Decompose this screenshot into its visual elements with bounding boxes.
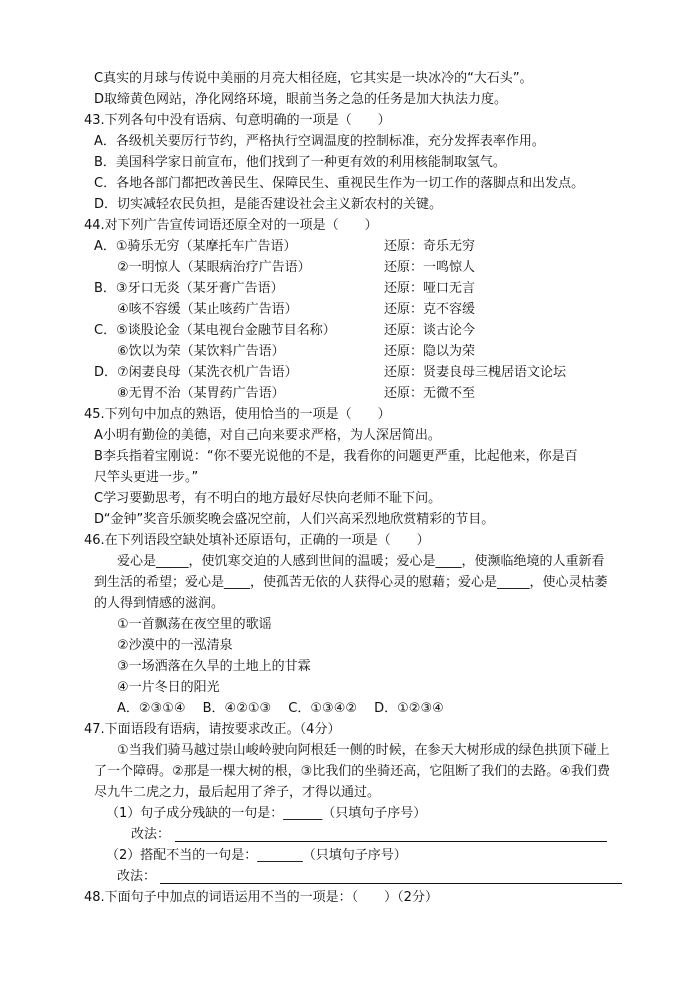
- q43-option-c: C．各地各部门都把改善民生、保障民生、重视民生作为一切工作的落脚点和出发点。: [94, 176, 585, 191]
- q44-restore-d2: 还原：无微不至: [384, 386, 476, 401]
- q45-option-d: D“金钟”奖音乐颁奖晚会盛况空前，人们兴高采烈地欣赏精彩的节目。: [94, 512, 495, 527]
- q47-sub2-fix-blank[interactable]: [160, 883, 622, 884]
- q46-sentence-4: ④一片冬日的阳光: [117, 680, 220, 695]
- q47-passage-line3: 尽九牛二虎之力，最后起用了斧子，才得以通过。: [94, 785, 381, 800]
- q43-stem: 43.下列各句中没有语病、句意明确的一项是（ ）: [84, 113, 391, 128]
- q46-passage-line1: 爱心是_____，使饥寒交迫的人感到世间的温暖；爱心是____，使濒临绝境的人重新看: [117, 554, 605, 569]
- q44-option-a2: ②一明惊人（某眼病治疗广告语）: [117, 260, 311, 275]
- q45-option-b-line2: 尺竿头更进一步。”: [94, 470, 199, 485]
- q47-sub1-fix-label: 改法：: [131, 827, 171, 842]
- q46-sentence-1: ①一首飘荡在夜空里的歌谣: [117, 617, 272, 632]
- q44-option-b2: ④咳不容缓（某止咳药广告语）: [117, 302, 298, 317]
- q47-sub2-prompt: （2）搭配不当的一句是：_______（只填句子序号）: [106, 848, 407, 863]
- q44-option-a1: A．①骑乐无穷（某摩托车广告语）: [94, 239, 297, 254]
- q46-passage-line2: 到生活的希望；爱心是____，使孤苦无依的人获得心灵的慰藉；爱心是_____，使心灵枯萎: [94, 575, 608, 590]
- q44-restore-b1: 还原：哑口无言: [384, 281, 476, 296]
- q44-restore-a2: 还原：一鸣惊人: [384, 260, 476, 275]
- q46-sentence-2: ②沙漠中的一泓清泉: [117, 638, 233, 653]
- q44-restore-a1: 还原：奇乐无穷: [384, 239, 476, 254]
- q44-option-d2: ⑧无胃不治（某胃药广告语）: [117, 386, 285, 401]
- q44-option-d1: D．⑦闲妻良母（某洗衣机广告语）: [94, 365, 298, 380]
- q46-stem: 46.在下列语段空缺处填补还原语句，正确的一项是（ ）: [84, 533, 430, 548]
- q46-choices: A．②③①④ B．④②①③ C．①③④② D．①②③④: [117, 701, 444, 716]
- q47-passage-line2: 了一个障碍。②那是一棵大树的根，③比我们的坐骑还高，它阻断了我们的去路。④我们费: [94, 764, 610, 779]
- q44-option-b1: B．③牙口无炎（某牙膏广告语）: [94, 281, 284, 296]
- q44-restore-c1: 还原：谈古论今: [384, 323, 476, 338]
- q43-option-b: B．美国科学家日前宣布，他们找到了一种更有效的利用核能制取氢气。: [94, 155, 506, 170]
- q44-restore-d1: 还原：贤妻良母三槐居语文论坛: [384, 365, 567, 380]
- q44-stem: 44.对下列广告宣传词语还原全对的一项是（ ）: [84, 218, 378, 233]
- q47-sub1-prompt: （1）句子成分残缺的一句是：______（只填句子序号）: [106, 806, 427, 821]
- q44-restore-b2: 还原：克不容缓: [384, 302, 476, 317]
- q44-option-c2: ⑥饮以为荣（某饮料广告语）: [117, 344, 285, 359]
- q45-stem: 45.下列句中加点的熟语，使用恰当的一项是（ ）: [84, 407, 391, 422]
- q42-option-d: D取缔黄色网站，净化网络环境，眼前当务之急的任务是加大执法力度。: [94, 92, 508, 107]
- q47-passage-line1: ①当我们骑马越过崇山峻岭驶向阿根廷一侧的时候，在参天大树形成的绿色拱顶下碰上: [117, 743, 610, 758]
- q44-option-c1: C．⑤谈股论金（某电视台金融节目名称）: [94, 323, 336, 338]
- q48-stem: 48.下面句子中加点的词语运用不当的一项是：（ ）（2分）: [84, 890, 438, 905]
- q45-option-b-line1: B李兵指着宝刚说：“你不要光说他的不是，我看你的问题更严重，比起他来，你是百: [94, 449, 578, 464]
- q46-passage-line3: 的人得到情感的滋润。: [94, 596, 225, 611]
- q43-option-d: D．切实减轻农民负担，是能否建设社会主义新农村的关键。: [94, 197, 443, 212]
- q47-sub2-fix-label: 改法：: [117, 869, 157, 884]
- q47-stem: 47.下面语段有语病，请按要求改正。（4分）: [84, 722, 341, 737]
- q45-option-a: A小明有勤俭的美德，对自己向来要求严格，为人深居简出。: [94, 428, 441, 443]
- q46-sentence-3: ③一场洒落在久旱的土地上的甘霖: [117, 659, 311, 674]
- q44-restore-c2: 还原：隐以为荣: [384, 344, 476, 359]
- q45-option-c: C学习要勤思考，有不明白的地方最好尽快向老师不耻下问。: [94, 491, 442, 506]
- q42-option-c: C真实的月球与传说中美丽的月亮大相径庭，它其实是一块冰冷的“大石头”。: [94, 71, 533, 86]
- q43-option-a: A．各级机关要厉行节约，严格执行空调温度的控制标准，充分发挥表率作用。: [94, 134, 545, 149]
- q47-sub1-fix-blank[interactable]: [175, 841, 607, 842]
